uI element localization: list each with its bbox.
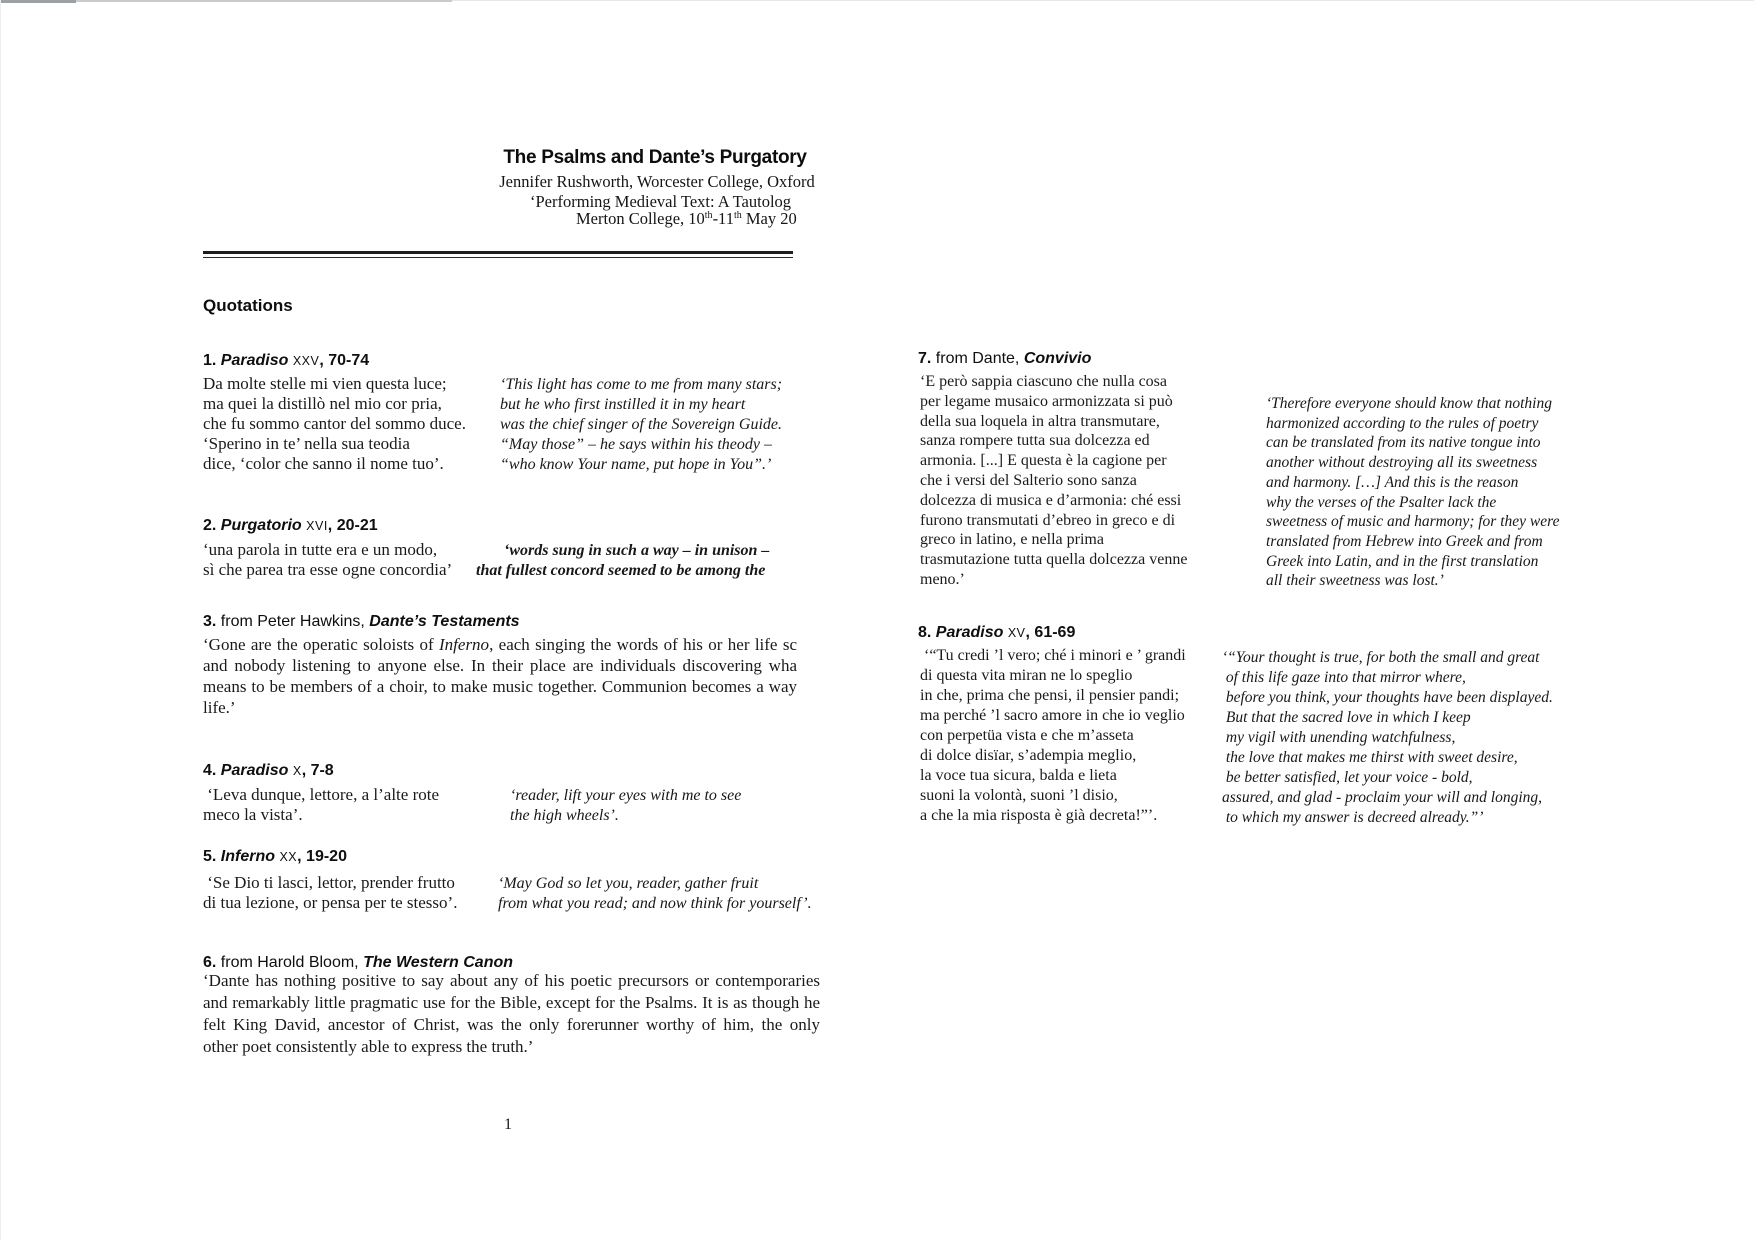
- heading-part: XXV: [292, 354, 320, 368]
- text-line: sweetness of music and harmony; for they were: [1266, 513, 1560, 531]
- text-line: ‘“Tu credi ’l vero; ché i minori e ’ grandi: [920, 647, 1186, 664]
- text-line: ‘una parola in tutte era e un modo,: [203, 540, 438, 559]
- text-line: con perpetüa vista e che m’asseta: [920, 727, 1134, 744]
- conference-title: ‘Performing Medieval Text: A Tautolog: [530, 192, 792, 211]
- heading-part: XX: [279, 850, 298, 864]
- text-line: [203, 992, 820, 1014]
- text-run: Inferno: [439, 635, 490, 654]
- heading-part: , 20-21: [327, 517, 378, 534]
- text-line: ‘Leva dunque, lettore, a l’alte rote: [203, 785, 439, 804]
- heading-part: 5.: [203, 848, 217, 865]
- heading-part: 3.: [203, 613, 217, 630]
- text-line: that fullest concord seemed to be among the: [476, 562, 766, 579]
- text-line: greco in latino, e nella prima: [920, 531, 1104, 549]
- quote-4-translation: [510, 786, 741, 826]
- quote-2-original-text: [203, 540, 452, 580]
- heading-part: 7.: [918, 350, 932, 367]
- section-heading-quotations: Quotations: [203, 296, 293, 315]
- quote-3-paragraph: [203, 634, 797, 718]
- text-line: dice, ‘color che sanno il nome tuo’.: [203, 454, 444, 473]
- text-line: the love that makes me thirst with sweet desire,: [1222, 749, 1518, 766]
- text-line: sanza rompere tutta sua dolcezza ed: [920, 432, 1150, 450]
- heading-part: Dante’s Testaments: [369, 613, 520, 630]
- text-line: dolcezza di musica e d’armonia: ché essi: [920, 491, 1182, 509]
- page1-header: [0, 0, 832, 245]
- text-line: [203, 1014, 820, 1036]
- heading-part: from Harold Bloom,: [216, 954, 364, 971]
- text-line: di tua lezione, or pensa per te stesso’.: [203, 893, 458, 912]
- text-line: [203, 970, 820, 992]
- text-line: the high wheels’.: [510, 807, 619, 824]
- text-line: in che, prima che pensi, il pensier pandi;: [920, 687, 1180, 704]
- heading-part: X: [292, 764, 302, 778]
- document-title: The Psalms and Dante’s Purgatory: [503, 147, 807, 168]
- document-author: Jennifer Rushworth, Worcester College, Oxford: [499, 172, 815, 191]
- quote-6-paragraph: [203, 970, 820, 1058]
- text-line: suoni la volontà, suoni ’l disio,: [920, 787, 1118, 804]
- quote-1-heading: [203, 352, 369, 370]
- heading-part: Paradiso: [220, 352, 289, 369]
- text-run: felt King David, ancestor of Christ, was the only forerunner worthy of him, the only: [203, 1015, 820, 1034]
- text-line: ‘This light has come to me from many stars;: [500, 376, 783, 393]
- text-line: per legame musaico armonizzata si può: [920, 392, 1173, 410]
- text-line: sì che parea tra esse ogne concordia’: [203, 560, 453, 579]
- text-run: other poet consistently able to express the truth.’: [203, 1037, 534, 1056]
- text-line: another without destroying all its sweetness: [1266, 454, 1538, 472]
- text-line: [203, 676, 797, 697]
- text-line: di dolce disïar, s’adempia meglio,: [920, 747, 1137, 764]
- text-line: all their sweetness was lost.’: [1266, 572, 1444, 590]
- text-line: from what you read; and now think for yourself’.: [498, 895, 812, 912]
- text-line: che i versi del Salterio sono sanza: [920, 471, 1137, 489]
- text-line: [203, 1036, 820, 1058]
- text-line: trasmutazione tutta quella dolcezza venne: [920, 551, 1188, 569]
- quote-7-original-text: [920, 372, 1187, 590]
- text-line: [203, 655, 797, 676]
- text-line: della sua loquela in altra transmutare,: [920, 412, 1160, 430]
- text-line: meco la vista’.: [203, 805, 303, 824]
- text-line: “who know Your name, put hope in You”.’: [500, 456, 772, 473]
- text-line: why the verses of the Psalter lack the: [1266, 493, 1497, 511]
- text-line: a che la mia risposta è già decreta!”’.: [920, 807, 1158, 824]
- text-line: But that the sacred love in which I keep: [1222, 709, 1471, 726]
- heading-part: 8.: [918, 624, 932, 641]
- heading-part: Convivio: [1023, 350, 1092, 367]
- heading-part: , 70-74: [319, 352, 370, 369]
- text-line: be better satisfied, let your voice - bold,: [1222, 769, 1473, 786]
- quote-2-translation: [476, 541, 769, 581]
- text-line: was the chief singer of the Sovereign Guide.: [500, 416, 783, 433]
- heading-part: , 61-69: [1025, 624, 1076, 641]
- heading-part: Purgatorio: [220, 517, 302, 534]
- text-line: di questa vita miran ne lo speglio: [920, 667, 1133, 684]
- quote-7-heading: [918, 350, 1091, 368]
- text-line: Da molte stelle mi vien questa luce;: [203, 374, 447, 393]
- heading-part: XVI: [306, 519, 328, 533]
- quote-2-heading: [203, 517, 378, 535]
- text-line: ma quei la distillò nel mio cor pria,: [203, 394, 442, 413]
- heading-part: Paradiso: [220, 762, 289, 779]
- heading-part: XV: [1007, 626, 1026, 640]
- quote-7-translation: [1266, 394, 1559, 591]
- heading-part: 2.: [203, 517, 217, 534]
- text-line: ma perché ’l sacro amore in che io veglio: [920, 707, 1185, 724]
- text-line: “May those” – he says within his theody –: [500, 436, 772, 453]
- text-run: ‘Dante has nothing positive to say about any of his poetic precursors or contemporaries: [203, 971, 820, 990]
- quote-8-original-text: [920, 646, 1186, 826]
- text-line: can be translated from its native tongue into: [1266, 434, 1541, 452]
- conference-venue: [576, 209, 797, 229]
- heading-part: from Dante,: [931, 350, 1024, 367]
- text-run: May 20: [741, 209, 797, 228]
- heading-part: , 7-8: [301, 762, 334, 779]
- text-line: [203, 697, 797, 718]
- quote-5-heading: [203, 848, 347, 866]
- text-line: and harmony. […] And this is the reason: [1266, 473, 1519, 491]
- quote-1-original-text: [203, 374, 466, 474]
- quote-8-translation: [1222, 648, 1553, 828]
- heading-part: 4.: [203, 762, 217, 779]
- text-line: harmonized according to the rules of poetry: [1266, 414, 1539, 432]
- text-line: meno.’: [920, 570, 965, 588]
- heading-part: 6.: [203, 954, 217, 971]
- text-line: ‘reader, lift your eyes with me to see: [510, 787, 742, 804]
- text-run: , each singing the words of his or her life sc: [489, 635, 797, 654]
- text-run: ‘Gone are the operatic soloists of: [203, 635, 440, 654]
- text-line: che fu sommo cantor del sommo duce.: [203, 414, 466, 433]
- text-run: means to be members of a choir, to make music together. Communion becomes a way: [203, 677, 797, 696]
- text-line: to which my answer is decreed already.”’: [1222, 809, 1484, 826]
- ordinal-suffix: th: [704, 210, 713, 221]
- text-run: and remarkably little pragmatic use for the Bible, except for the Psalms. It is as though he: [203, 993, 820, 1012]
- heading-part: 1.: [203, 352, 217, 369]
- quote-1-translation: [500, 375, 782, 475]
- text-run: life.’: [203, 698, 236, 717]
- heading-part: The Western Canon: [363, 954, 514, 971]
- text-line: ‘Therefore everyone should know that nothing: [1266, 395, 1552, 412]
- text-line: but he who first instilled it in my heart: [500, 396, 746, 413]
- text-run: and nobody listening to anyone else. In their place are individuals discovering wha: [203, 656, 797, 675]
- text-line: [203, 634, 797, 655]
- page-number: 1: [504, 1116, 512, 1133]
- quote-5-translation: [498, 874, 812, 914]
- quote-5-original-text: [203, 873, 457, 913]
- text-line: ‘E però sappia ciascuno che nulla cosa: [920, 373, 1168, 390]
- text-line: la voce tua sicura, balda e lieta: [920, 767, 1117, 784]
- ordinal-suffix: th: [733, 210, 742, 221]
- quote-4-heading: [203, 762, 334, 780]
- text-line: ‘Se Dio ti lasci, lettor, prender frutto: [203, 873, 455, 892]
- text-line: armonia. [...] E questa è la cagione per: [920, 452, 1167, 470]
- text-line: Greek into Latin, and in the first translation: [1266, 552, 1539, 570]
- text-line: of this life gaze into that mirror where,: [1222, 669, 1466, 686]
- text-line: furono transmutati d’ebreo in greco e di: [920, 511, 1176, 529]
- heading-part: Paradiso: [935, 624, 1004, 641]
- header-rule: [203, 251, 793, 258]
- heading-part: from Peter Hawkins,: [216, 613, 370, 630]
- text-line: translated from Hebrew into Greek and from: [1266, 532, 1543, 550]
- text-line: before you think, your thoughts have been displayed.: [1222, 689, 1553, 706]
- text-line: assured, and glad - proclaim your will and longing,: [1222, 789, 1543, 806]
- text-line: my vigil with unending watchfulness,: [1222, 729, 1456, 746]
- text-run: -11: [712, 209, 734, 228]
- heading-part: Inferno: [220, 848, 276, 865]
- text-line: ‘May God so let you, reader, gather fruit: [498, 875, 759, 892]
- text-line: ‘words sung in such a way – in unison –: [504, 542, 770, 559]
- heading-part: , 19-20: [297, 848, 347, 865]
- text-line: ‘Sperino in te’ nella sua teodia: [203, 434, 410, 453]
- text-line: ‘“Your thought is true, for both the small and great: [1222, 649, 1540, 666]
- quote-4-original-text: [203, 785, 439, 825]
- text-run: Merton College, 10: [576, 209, 705, 228]
- quote-3-heading: [203, 613, 520, 631]
- quote-8-heading: [918, 624, 1075, 642]
